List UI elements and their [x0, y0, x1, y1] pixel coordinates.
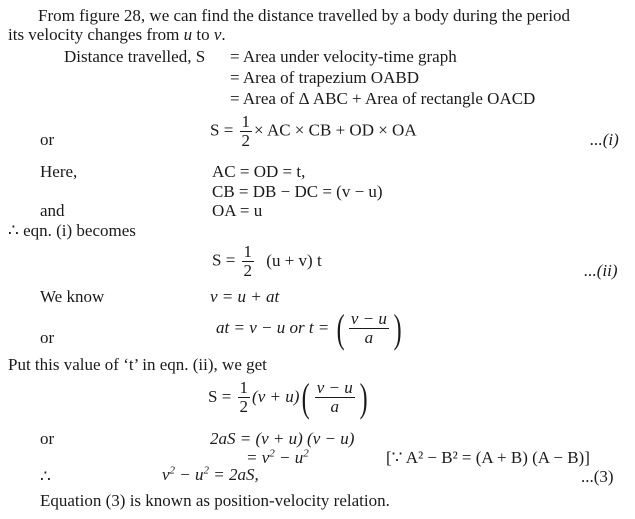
eq-i-tag-text: ...(i)	[590, 130, 619, 149]
intro-line-2	[8, 26, 226, 43]
eq-ii-rhs: (u + v) t	[266, 250, 322, 270]
distance-label	[64, 48, 205, 65]
eq-i-rhs: × AC × CB + OD × OA	[254, 120, 417, 140]
equation-v2-u2	[246, 449, 309, 466]
here-text: Here,	[40, 162, 78, 181]
square-sup: 2	[269, 447, 275, 460]
therefore-symbol-text: ∴	[40, 467, 51, 486]
fraction-v-minus-u-over-a	[349, 310, 389, 348]
fraction-half	[240, 113, 253, 151]
conclusion-line	[40, 492, 390, 509]
frac-num: 1	[243, 242, 253, 261]
square-sup: 2	[303, 447, 309, 460]
symbol-v: v	[213, 25, 222, 44]
intro-line-1	[38, 7, 570, 24]
frac-num: 1	[239, 378, 249, 398]
identity-note	[386, 449, 590, 466]
distance-eq-3-text: = Area of Δ ABC + Area of rectangle OACD	[230, 89, 536, 108]
and-label	[40, 202, 65, 219]
distance-eq-3	[230, 90, 535, 107]
eq3-rhs: = 2aS,	[209, 465, 259, 484]
frac-den: a	[364, 328, 374, 348]
square-sup: 2	[169, 464, 176, 477]
equation-2as-text: 2aS = (v + u) (v − u)	[210, 429, 355, 448]
therefore-symbol	[40, 468, 51, 485]
frac-den: 2	[243, 260, 253, 280]
eq-ii-tag-text: ...(ii)	[584, 261, 618, 280]
eq-v-part: = v	[246, 448, 270, 467]
equation-2as	[210, 430, 354, 447]
eq-i-lhs: S =	[210, 120, 234, 140]
equation-tag-ii	[584, 262, 618, 279]
equation-tag-i	[590, 131, 619, 148]
time-equation-text: at = v − u or t =	[216, 317, 330, 337]
frac-den: 2	[239, 397, 249, 417]
fraction-half	[238, 379, 251, 417]
we-know-text: We know	[40, 287, 105, 306]
we-know-label	[40, 288, 104, 305]
fraction-half	[242, 243, 255, 281]
square-sup: 2	[203, 464, 210, 477]
here-eq-1-text: AC = OD = t,	[212, 162, 306, 181]
eq-s-lhs: S =	[208, 386, 232, 406]
intro-text-2a: its velocity changes from	[8, 25, 184, 44]
intro-text-1: From figure 28, we can find the distance travelled by a body during the period	[38, 6, 571, 25]
here-eq-1	[212, 163, 305, 180]
frac-num: v − u	[350, 309, 387, 329]
here-eq-3-text: OA = u	[212, 201, 263, 220]
intro-text-2b: to	[192, 25, 214, 44]
identity-text: [∵ A² − B² = (A + B) (A − B)]	[386, 448, 590, 467]
eq3-u: − u	[175, 465, 204, 484]
intro-text-2c: .	[221, 25, 226, 44]
velocity-equation-text: v = u + at	[210, 287, 280, 306]
frac-den: 2	[241, 130, 251, 150]
eq-ii-lhs: S =	[212, 250, 236, 270]
here-eq-3	[212, 202, 262, 219]
here-label	[40, 163, 77, 180]
velocity-equation	[210, 288, 279, 305]
distance-eq-2-text: = Area of trapezium OABD	[230, 68, 419, 87]
distance-eq-2	[230, 69, 419, 86]
equation-i	[210, 113, 417, 151]
time-equation	[216, 306, 404, 351]
distance-eq-1-text: = Area under velocity-time graph	[230, 47, 457, 66]
put-line	[8, 356, 267, 373]
distance-label-text: Distance travelled, S	[64, 47, 206, 66]
frac-num: v − u	[316, 378, 353, 398]
or-text-1: or	[40, 130, 55, 149]
left-paren: (	[336, 306, 345, 351]
here-eq-2-text: CB = DB − DC = (v − u)	[212, 182, 383, 201]
distance-eq-1	[230, 48, 457, 65]
or-label-1	[40, 131, 54, 148]
right-paren: )	[359, 375, 368, 420]
or-text-3: or	[40, 429, 55, 448]
frac-num: 1	[241, 112, 251, 131]
eq-s-mid: (v + u)	[252, 386, 300, 406]
eq-u-part: − u	[274, 448, 304, 467]
left-paren: (	[302, 375, 311, 420]
or-label-3	[40, 430, 54, 447]
here-eq-2	[212, 183, 383, 200]
or-text-2: or	[40, 328, 55, 347]
therefore-line	[8, 222, 136, 239]
equation-tag-3	[581, 468, 614, 485]
frac-den: a	[330, 397, 339, 417]
right-paren: )	[393, 306, 402, 351]
therefore-text: ∴ eqn. (i) becomes	[8, 221, 136, 240]
symbol-u: u	[183, 25, 193, 44]
put-text: Put this value of ‘t’ in eqn. (ii), we get	[8, 355, 267, 374]
and-text: and	[40, 201, 65, 220]
equation-s	[208, 375, 370, 420]
or-label-2	[40, 329, 54, 346]
equation-ii	[212, 243, 322, 281]
equation-3	[162, 466, 259, 483]
fraction-v-minus-u-over-a	[315, 379, 355, 417]
conclusion-text: Equation (3) is known as position-velocity relation.	[40, 491, 390, 510]
eq3-v: v	[162, 465, 170, 484]
eq-3-tag-text: ...(3)	[581, 467, 614, 486]
